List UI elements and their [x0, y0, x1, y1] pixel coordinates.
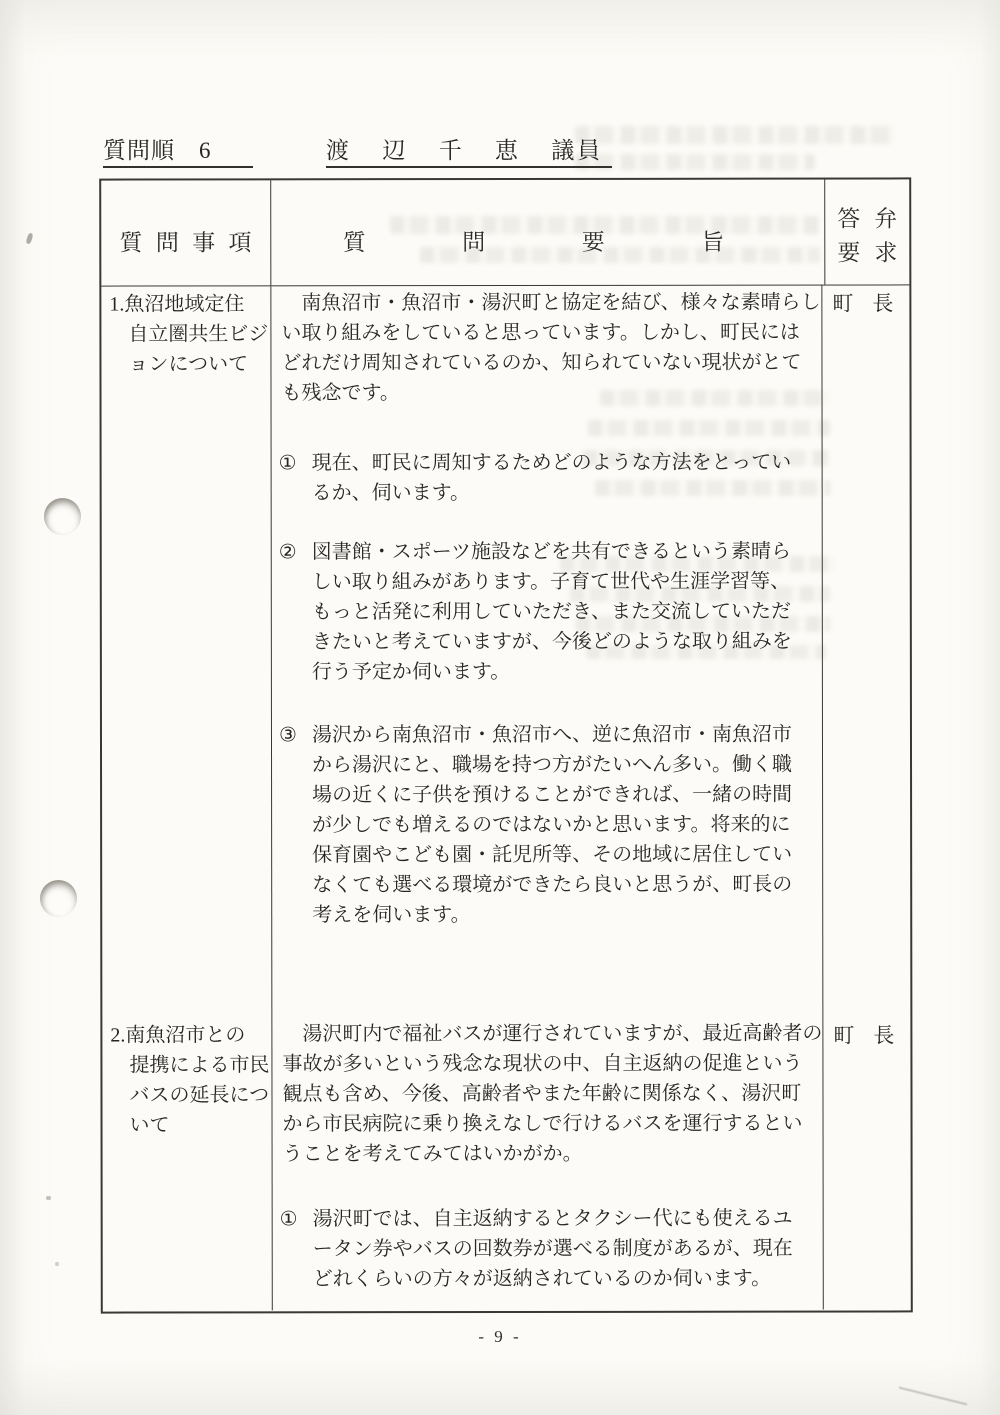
column-header-question-summary — [271, 180, 826, 286]
circled-number-icon: ② — [278, 541, 297, 564]
item2-subitem-1: ① 湯沢町では、自主返納するとタクシー代にも使えるユ ータン券やバスの回数券が選べる制度があるが、現在 どれくらいの方々が返納されているのか伺います。 — [280, 1204, 793, 1295]
scan-speck — [46, 1196, 51, 1200]
column-divider — [270, 286, 272, 1310]
document-header — [0, 132, 1000, 176]
scan-speck — [55, 1262, 59, 1266]
item2-title-line: バスの延長につ — [129, 1084, 270, 1107]
table-header-row — [101, 179, 909, 286]
header-char: 要 — [581, 229, 605, 255]
header-char: 要 — [837, 240, 861, 266]
question-order-number: 6 — [199, 138, 212, 163]
member-title: 議員 — [551, 138, 603, 163]
item1-title-line: 自立圏共生ビジ — [128, 323, 269, 346]
question-table — [99, 177, 913, 1313]
circled-number-icon: ① — [278, 452, 297, 475]
circled-number-icon: ① — [279, 1208, 298, 1231]
member-name — [326, 132, 612, 168]
question-order — [103, 132, 253, 168]
circled-number-icon: ③ — [278, 724, 297, 747]
scan-speck — [25, 232, 33, 244]
column-header-answer-request — [825, 179, 909, 284]
item2-title-line: 2.南魚沼市との — [110, 1024, 246, 1047]
header-char: 弁 — [874, 206, 898, 232]
item1-subitem-1: ① 現在、町民に周知するためどのような方法をとってい るか、伺います。 — [279, 448, 792, 509]
header-char: 答 — [837, 206, 861, 232]
item2-title-line: 提携による市民 — [129, 1054, 270, 1077]
item2-summary: 湯沢町内で福祉バスが運行されていますが、最近高齢者の 事故が多いという残念な現状の中、自主返納の促進という 観点も含め、今後、高齢者やまた年齢に関係なく、湯沢町 から市民病院に乗り換えなしで行けるバスを運行するとい うことを考えてみてはいかがか。 — [282, 1022, 823, 1166]
header-char: 求 — [874, 240, 898, 266]
punch-hole — [40, 880, 77, 917]
item1-subitem-3: ③ 湯沢から南魚沼市・魚沼市へ、逆に魚沼市・南魚沼市 から湯沢にと、職場を持つ方がたいへん多い。働く職 場の近くに子供を預けることができれば、一緒の時間 が少しでも増えるのではないかと思います。将来的に 保育園やこども園・託児所等、その地域に居住してい なくても選べる環境ができたら良いと思うが、町長の 考えを伺います。 — [279, 720, 792, 931]
question-order-label: 質問順 — [103, 138, 175, 163]
header-char: 質 — [342, 230, 366, 256]
item2-respondent: 町 長 — [833, 1023, 895, 1048]
item1-title-line: ョンについて — [128, 353, 249, 376]
item1-title-line: 1.魚沼地域定住 — [109, 293, 245, 316]
table-body — [101, 285, 910, 1310]
punch-hole — [44, 498, 81, 535]
column-header-question-items: 質問事項 — [101, 180, 271, 285]
header-char: 旨 — [701, 229, 725, 255]
member-name-text: 渡辺千恵 — [326, 138, 552, 163]
item1-summary: 南魚沼市・魚沼市・湯沢町と協定を結び、様々な素晴らし い取り組みをしていると思っています。しかし、町民には どれだけ周知されているのか、知られていない現状がとて も残念です。 — [281, 291, 821, 405]
header-char: 問 — [462, 230, 486, 256]
page-number: - 9 - — [478, 1327, 522, 1346]
item2-title-line: いて — [129, 1114, 170, 1137]
scan-scratch — [899, 1387, 967, 1406]
item1-respondent: 町 長 — [832, 291, 894, 316]
item1-subitem-2: ② 図書館・スポーツ施設などを共有できるという素晴ら しい取り組みがあります。子育て世代や生涯学習等、 もっと活発に利用していただき、また交流していただ きたいと考えていますが、今後どのような取り組みを 行う予定か伺います。 — [279, 537, 792, 688]
